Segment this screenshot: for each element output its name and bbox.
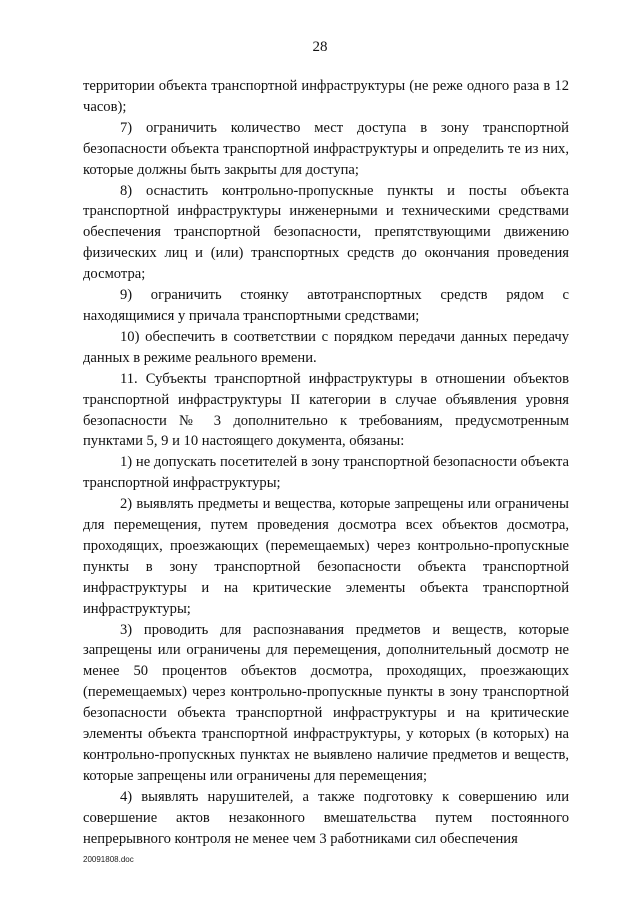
page-number: 28 — [312, 39, 328, 55]
document-body — [83, 76, 569, 850]
paragraph-section-11: 11. Субъекты транспортной инфраструктуры в отношении объектов транспортной инфраструктуры II категории в случае объявления уровня безопасности № 3 дополнительно к требованиям, предусмотренным пунктами 5, 9 и 10 настоящего документа, обязаны: — [83, 370, 569, 450]
paragraph-continuation: территории объекта транспортной инфраструктуры (не реже одного раза в 12 часов); — [83, 78, 569, 115]
paragraph-subitem-3: 3) проводить для распознавания предметов и веществ, которые запрещены или ограничены для перемещения, дополнительный досмотр не менее 50 процентов объектов досмотра, проходящих, проезжающих (перемещаемых) через контрольно-пропускные пункты в зону транспортной безопасности объекта транспортной инфраструктуры и на критические элементы объекта транспортной инфраструктуры, у которых (в которых) на контрольно-пропускных пунктах не выявлено наличие предметов и веществ, которые запрещены или ограничены для перемещения; — [83, 621, 569, 784]
paragraph-item-10: 10) обеспечить в соответствии с порядком передачи данных передачу данных в режиме реального времени. — [83, 328, 569, 366]
paragraph-subitem-4: 4) выявлять нарушителей, а также подготовку к совершению или совершение актов незаконного вмешательства путем постоянного непрерывного контроля не менее чем 3 работниками сил обеспечения — [83, 788, 569, 847]
footer-filename: 20091808.doc — [83, 855, 134, 864]
paragraph-subitem-1: 1) не допускать посетителей в зону транспортной безопасности объекта транспортной инфраструктуры; — [83, 454, 569, 492]
paragraph-item-7: 7) ограничить количество мест доступа в зону транспортной безопасности объекта транспортной инфраструктуры и определить те из них, которые должны быть закрыты для доступа; — [83, 119, 569, 178]
paragraph-subitem-2: 2) выявлять предметы и вещества, которые запрещены или ограничены для перемещения, путем проведения досмотра всех объектов досмотра, проходящих, проезжающих (перемещаемых) через контрольно-пропускные пункты в зону транспортной безопасности объекта транспортной инфраструктуры и на критические элементы объекта транспортной инфраструктуры; — [83, 496, 569, 617]
paragraph-item-8: 8) оснастить контрольно-пропускные пункты и посты объекта транспортной инфраструктуры инженерными и техническими средствами обеспечения транспортной безопасности, препятствующими движению физических лиц и (или) транспортных средств до окончания проведения досмотра; — [83, 182, 569, 283]
paragraph-item-9: 9) ограничить стоянку автотранспортных средств рядом с находящимися у причала транспортными средствами; — [83, 287, 569, 324]
